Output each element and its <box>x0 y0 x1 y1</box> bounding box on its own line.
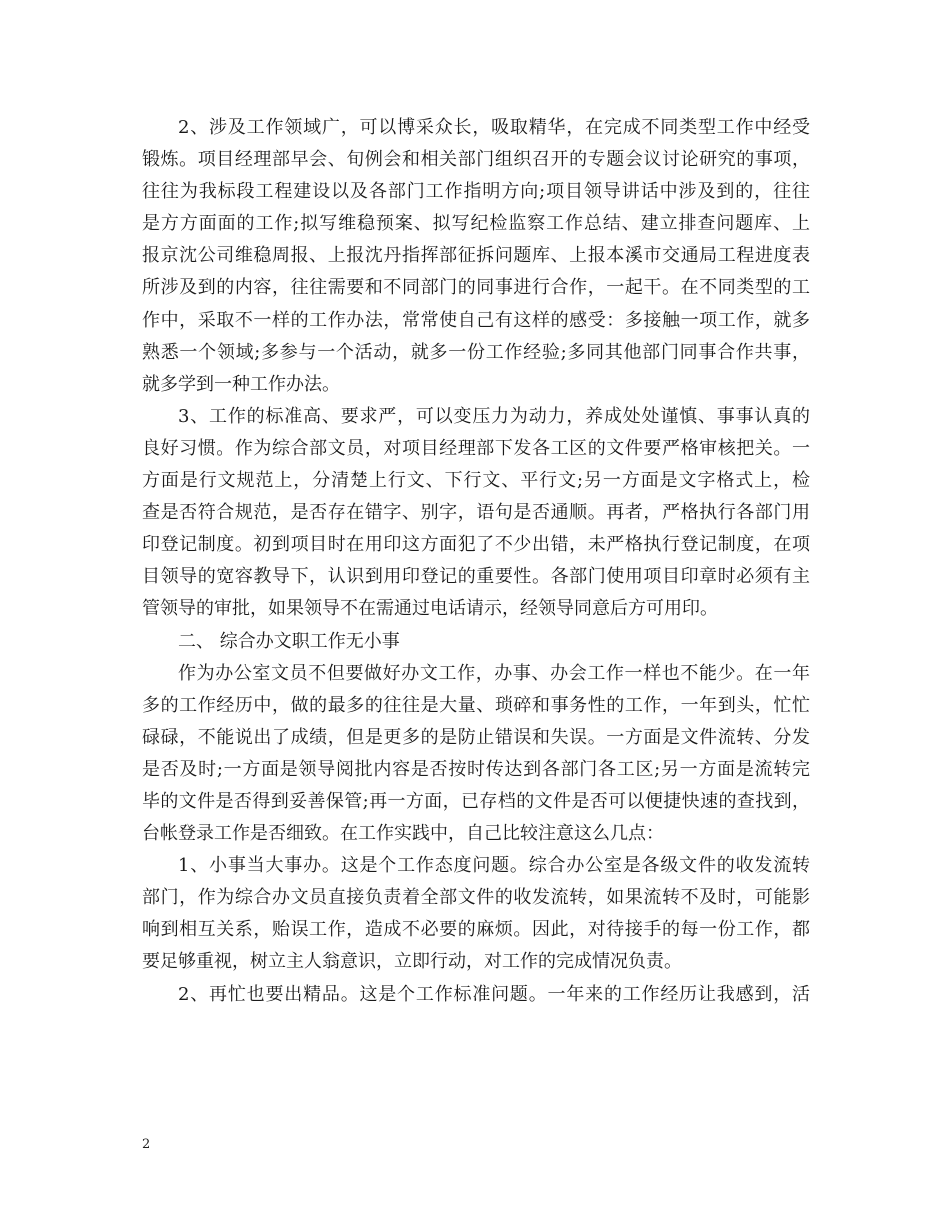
text-line: 是方方面面的工作;拟写维稳预案、拟写纪检监察工作总结、建立排查问题库、上 <box>142 213 810 235</box>
text-line: 是否及时;一方面是领导阅批内容是否按时传达到各部门各工区;另一方面是流转完 <box>142 758 810 780</box>
text-line: 1、小事当大事办。这是个工作态度问题。综合办公室是各级文件的收发流转 <box>178 855 810 877</box>
text-line: 就多学到一种工作办法。 <box>142 373 340 395</box>
text-line: 作中，采取不一样的工作办法，常常使自己有这样的感受：多接触一项工作，就多 <box>142 309 810 331</box>
text-line: 印登记制度。初到项目时在用印这方面犯了不少出错，未严格执行登记制度，在项 <box>142 534 810 556</box>
text-line: 响到相互关系，贻误工作，造成不必要的麻烦。因此，对待接手的每一份工作，都 <box>142 919 810 941</box>
text-line: 熟悉一个领域;多参与一个活动，就多一份工作经验;多同其他部门同事合作共事， <box>142 341 810 363</box>
text-line: 二、 综合办文职工作无小事 <box>178 630 400 652</box>
text-line: 要足够重视，树立主人翁意识，立即行动，对工作的完成情况负责。 <box>142 951 682 973</box>
text-line: 多的工作经历中，做的最多的往往是大量、琐碎和事务性的工作，一年到头，忙忙 <box>142 694 810 716</box>
text-line: 台帐登录工作是否细致。在工作实践中，自己比较注意这么几点： <box>142 823 664 845</box>
text-line: 目领导的宽容教导下，认识到用印登记的重要性。各部门使用项目印章时必须有主 <box>142 566 810 588</box>
text-line: 作为办公室文员不但要做好办文工作，办事、办会工作一样也不能少。在一年 <box>178 662 810 684</box>
text-line: 2、涉及工作领域广，可以博采众长，吸取精华，在完成不同类型工作中经受 <box>178 117 810 138</box>
text-line: 部门，作为综合办文员直接负责着全部文件的收发流转，如果流转不及时，可能影 <box>142 887 810 909</box>
page-number: 2 <box>142 1137 151 1152</box>
text-line: 所涉及到的内容，往往需要和不同部门的同事进行合作，一起干。在不同类型的工 <box>142 277 810 299</box>
text-line: 2、再忙也要出精品。这是个工作标准问题。一年来的工作经历让我感到，活 <box>178 983 810 1005</box>
text-line: 良好习惯。作为综合部文员，对项目经理部下发各工区的文件要严格审核把关。一 <box>142 437 810 459</box>
document-body <box>142 112 810 1011</box>
text-line: 报京沈公司维稳周报、上报沈丹指挥部征拆问题库、上报本溪市交通局工程进度表 <box>142 245 810 267</box>
text-line: 方面是行文规范上，分清楚上行文、下行文、平行文;另一方面是文字格式上，检 <box>142 470 810 492</box>
text-line: 查是否符合规范，是否存在错字、别字，语句是否通顺。再者，严格执行各部门用 <box>142 502 810 524</box>
text-line: 碌碌，不能说出了成绩，但是更多的是防止错误和失误。一方面是文件流转、分发 <box>142 726 810 748</box>
text-line: 锻炼。项目经理部早会、旬例会和相关部门组织召开的专题会议讨论研究的事项， <box>142 149 810 171</box>
text-line: 毕的文件是否得到妥善保管;再一方面，已存档的文件是否可以便捷快速的查找到， <box>142 790 810 812</box>
text-line: 3、工作的标准高、要求严，可以变压力为动力，养成处处谨慎、事事认真的 <box>178 405 810 427</box>
text-line: 往往为我标段工程建设以及各部门工作指明方向;项目领导讲话中涉及到的，往往 <box>142 181 810 203</box>
text-line: 管领导的审批，如果领导不在需通过电话请示，经领导同意后方可用印。 <box>142 598 718 620</box>
